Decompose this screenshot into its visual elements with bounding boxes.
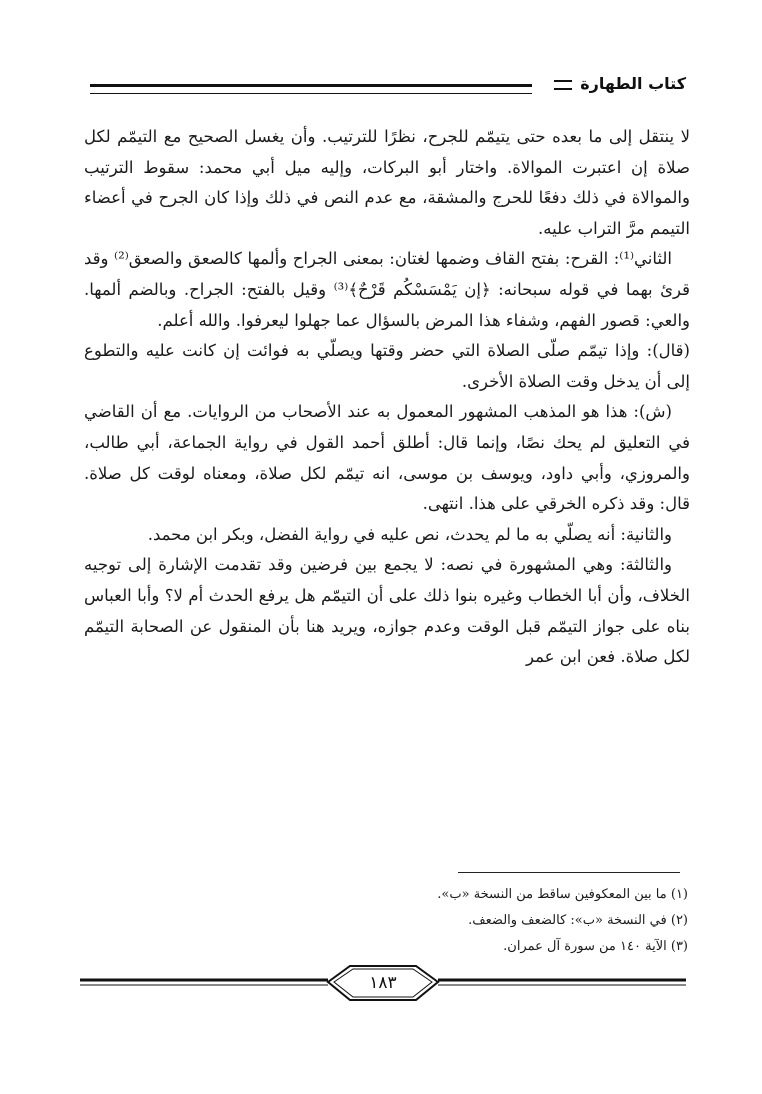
footnote-1: (١) ما بين المعكوفين ساقط من النسخة «ب». bbox=[437, 887, 688, 902]
footnote-separator bbox=[458, 872, 680, 873]
paragraph-qarh: الثاني⁽¹⁾: القرح: بفتح القاف وضمها لغتان: بمعنى الجراح وألمها كالصعق والصعق⁽²⁾ وقد قرئ بهما في قوله سبحانه: ﴿إن يَمْسَسْكُم قَرْحٌ﴾⁽³⁾ وقيل بالفتح: الجراح. وبالضم ألمها. والعي: قصور الفهم، وشفاء هذا المرض بالسؤال عما جهلوا ليعرفوا. والله أعلم. bbox=[84, 249, 691, 330]
paragraph-continuation: لا ينتقل إلى ما بعده حتى يتيمّم للجرح، نظرًا للترتيب. وأن يغسل الصحيح مع التيمّم لكل صلاة إن اعتبرت الموالاة. واختار أبو البركات، وإليه ميل أبي محمد: سقوط الترتيب والموالاة في ذلك دفعًا للحرج والمشقة، مع عدم النص في ذلك وإذا كان الجرح في أعضاء التيمم مرَّ التراب عليه. bbox=[84, 127, 690, 238]
footnote-3: (٣) الآية ١٤٠ من سورة آل عمران. bbox=[503, 939, 688, 954]
header-rule bbox=[90, 84, 532, 94]
running-header bbox=[90, 74, 686, 104]
header-title: كتاب الطهارة bbox=[554, 74, 686, 93]
footnote-2: (٢) في النسخة «ب»: كالضعف والضعف. bbox=[468, 913, 688, 928]
paragraph-second-narration: والثانية: أنه يصلّي به ما لم يحدث، نص عليه في رواية الفضل، وبكر ابن محمد. bbox=[147, 524, 672, 544]
footnotes bbox=[84, 882, 688, 960]
page-number: ١٨٣ bbox=[369, 973, 397, 993]
paragraph-sharh: (ش): هذا هو المذهب المشهور المعمول به عند الأصحاب من الروايات. مع أن القاضي في التعليق لم يحك نصًا، وإنما قال: أطلق أحمد القول في رواية الجماعة، أبي طالب، والمروزي، وأبي داود، ويوسف بن موسى، انه تيمّم لكل صلاة، ومعناه لوقت كل صلاة. قال: وقد ذكره الخرقي على هذا. انتهى. bbox=[84, 402, 690, 514]
paragraph-qal: (قال): وإذا تيمّم صلّى الصلاة التي حضر وقتها ويصلّي به فوائت إن كانت عليه والتطوع إلى أن يدخل وقت الصلاة الأخرى. bbox=[84, 341, 690, 391]
page-number-ornament bbox=[80, 960, 686, 1008]
paragraph-third-narration: والثالثة: وهي المشهورة في نصه: لا يجمع بين فرضين وقد تقدمت الإشارة إلى توجيه الخلاف، وأن أبا الخطاب وغيره بنوا ذلك على أن التيمّم هل يرفع الحدث أم لا؟ وأبا العباس بناه على جواز التيمّم قبل الوقت وعدم جوازه، ويريد هنا بأن المنقول عن الصحابة التيمّم لكل صلاة. فعن ابن عمر bbox=[84, 555, 690, 667]
main-text bbox=[84, 122, 690, 673]
